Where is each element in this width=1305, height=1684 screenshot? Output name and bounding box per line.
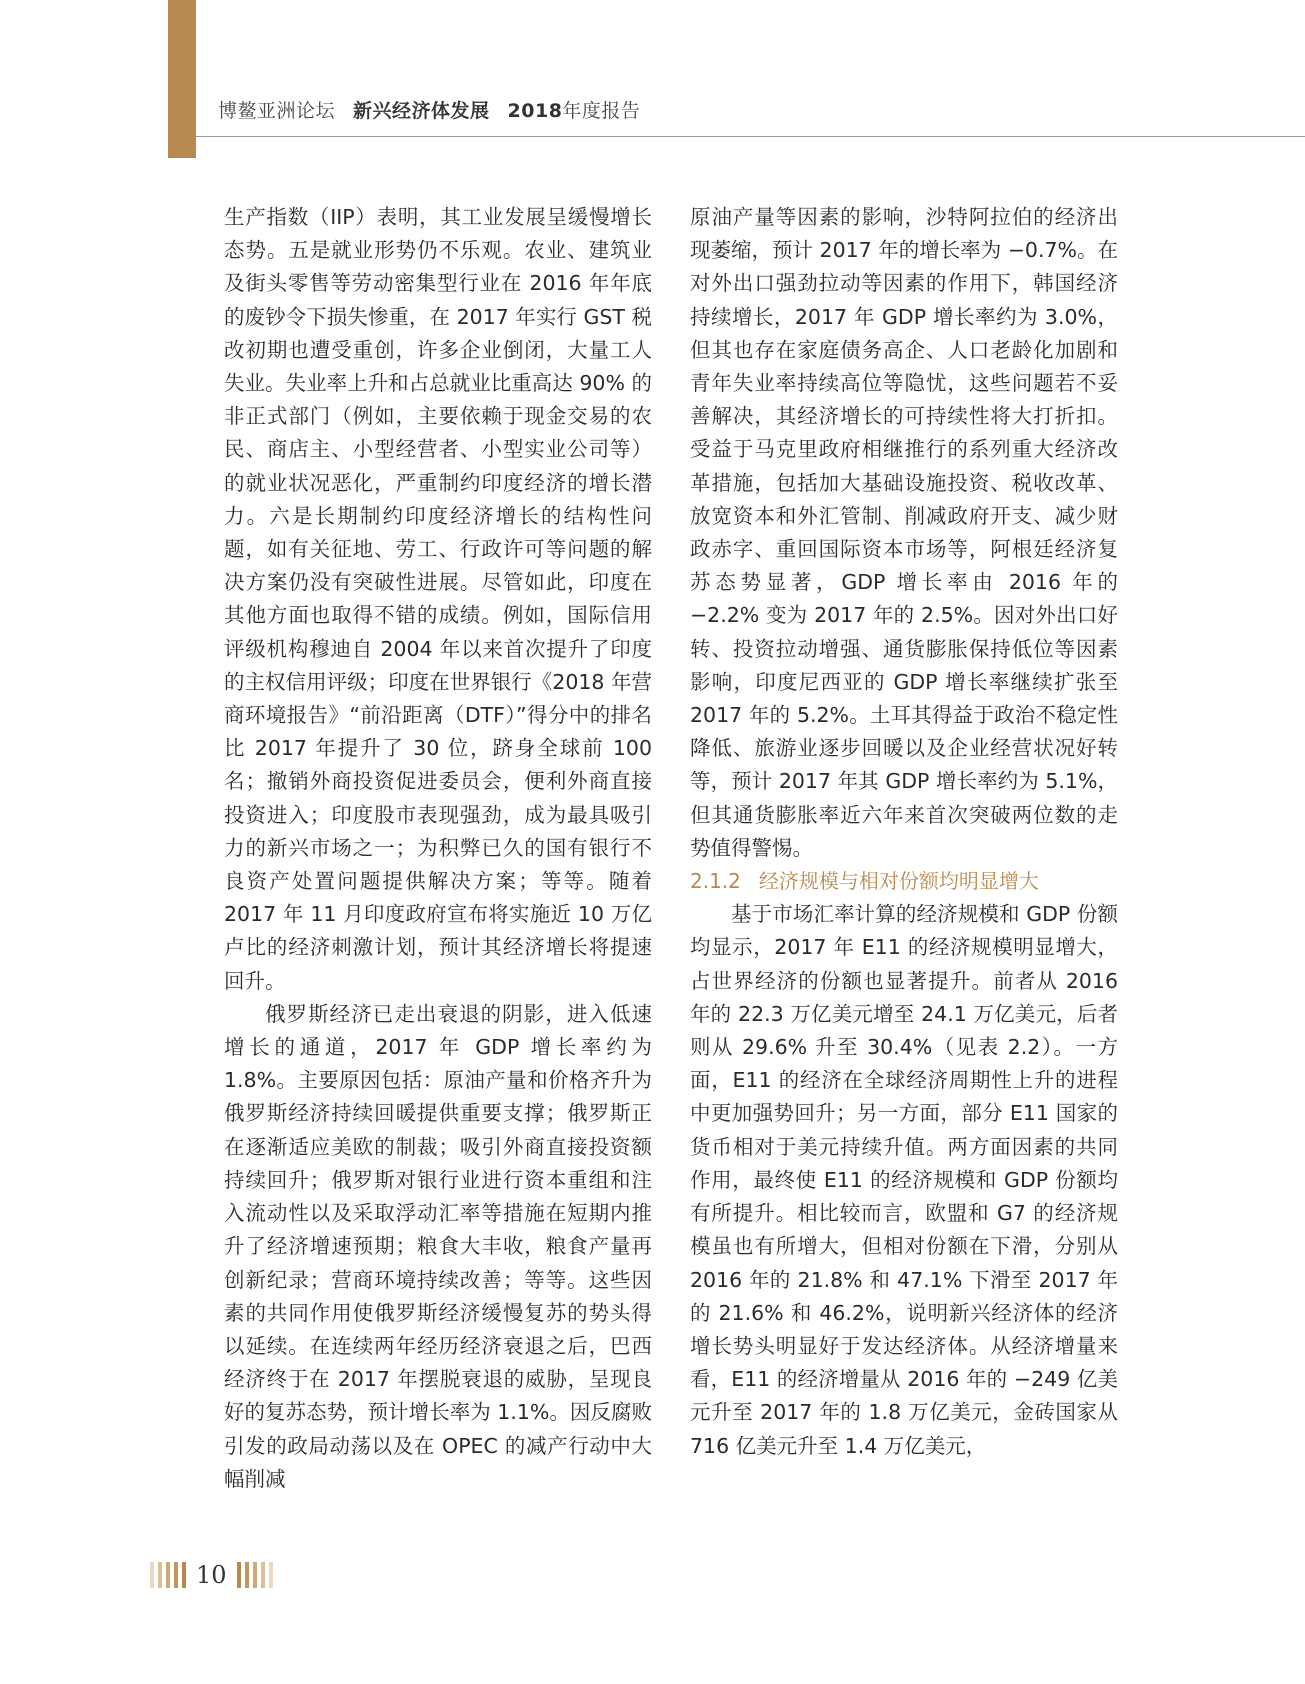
- footer-stripes-left: [150, 1562, 190, 1588]
- page-number: 10: [196, 1561, 227, 1589]
- right-column: [690, 201, 1118, 1463]
- section-number: 2.1.2: [690, 869, 741, 894]
- right-paragraph-1: 原油产量等因素的影响，沙特阿拉伯的经济出现萎缩，预计 2017 年的增长率为 −0.7%。在对外出口强劲拉动等因素的作用下，韩国经济持续增长，2017 年 GDP 增长率约为 3.0%，但其也存在家庭债务高企、人口老龄化加剧和青年失业率持续高位等隐忧，这些问题若不妥善解决，其经济增长的可持续性将大打折扣。受益于马克里政府相继推行的系列重大经济改革措施，包括加大基础设施投资、税收改革、放宽资本和外汇管制、削减政府开支、减少财政赤字、重回国际资本市场等，阿根廷经济复苏态势显著，GDP 增长率由 2016 年的 −2.2% 变为 2017 年的 2.5%。因对外出口好转、投资拉动增强、通货膨胀保持低位等因素影响，印度尼西亚的 GDP 增长率继续扩张至 2017 年的 5.2%。土耳其得益于政治不稳定性降低、旅游业逐步回暖以及企业经营状况好转等，预计 2017 年其 GDP 增长率约为 5.1%，但其通货膨胀率近六年来首次突破两位数的走势值得警惕。: [690, 205, 1118, 860]
- header-title: 新兴经济体发展: [353, 100, 490, 122]
- running-header: [218, 96, 640, 123]
- footer-stripes-right: [237, 1562, 277, 1588]
- header-year: 2018: [507, 100, 563, 122]
- section-title: 经济规模与相对份额均明显增大: [758, 869, 1039, 894]
- header-report: 年度报告: [562, 100, 641, 122]
- left-paragraph-1: 生产指数（IIP）表明，其工业发展呈缓慢增长态势。五是就业形势仍不乐观。农业、建筑业及街头零售等劳动密集型行业在 2016 年年底的废钞令下损失惨重，在 2017 年实行 GST 税改初期也遭受重创，许多企业倒闭，大量工人失业。失业率上升和占总就业比重高达 90% 的非正式部门（例如，主要依赖于现金交易的农民、商店主、小型经营者、小型实业公司等）的就业状况恶化，严重制约印度经济的增长潜力。六是长期制约印度经济增长的结构性问题，如有关征地、劳工、行政许可等问题的解决方案仍没有突破性进展。尽管如此，印度在其他方面也取得不错的成绩。例如，国际信用评级机构穆迪自 2004 年以来首次提升了印度的主权信用评级；印度在世界银行《2018 年营商环境报告》“前沿距离（DTF）”得分中的排名比 2017 年提升了 30 位，跻身全球前 100 名；撤销外商投资促进委员会，便利外商直接投资进入；印度股市表现强劲，成为最具吸引力的新兴市场之一；为积弊已久的国有银行不良资产处置问题提供解决方案；等等。随着 2017 年 11 月印度政府宣布将实施近 10 万亿卢比的经济刺激计划，预计其经济增长将提速回升。: [224, 205, 652, 993]
- section-heading: [690, 865, 1118, 898]
- header-org: 博鳌亚洲论坛: [218, 100, 336, 122]
- page-footer: [150, 1562, 277, 1588]
- left-paragraph-2: 俄罗斯经济已走出衰退的阴影，进入低速增长的通道，2017 年 GDP 增长率约为 1.8%。主要原因包括：原油产量和价格齐升为俄罗斯经济持续回暖提供重要支撑；俄罗斯正在逐渐适应美欧的制裁；吸引外商直接投资额持续回升；俄罗斯对银行业进行资本重组和注入流动性以及采取浮动汇率等措施在短期内推升了经济增速预期；粮食大丰收，粮食产量再创新纪录；营商环境持续改善；等等。这些因素的共同作用使俄罗斯经济缓慢复苏的势头得以延续。在连续两年经历经济衰退之后，巴西经济终于在 2017 年摆脱衰退的威胁，呈现良好的复苏态势，预计增长率为 1.1%。因反腐败引发的政局动荡以及在 OPEC 的减产行动中大幅削减: [224, 1001, 652, 1491]
- right-paragraph-2: 基于市场汇率计算的经济规模和 GDP 份额均显示，2017 年 E11 的经济规模明显增大，占世界经济的份额也显著提升。前者从 2016 年的 22.3 万亿美元增至 24.1 万亿美元，后者则从 29.6% 升至 30.4%（见表 2.2）。一方面，E11 的经济在全球经济周期性上升的进程中更加强势回升；另一方面，部分 E11 国家的货币相对于美元持续升值。两方面因素的共同作用，最终使 E11 的经济规模和 GDP 份额均有所提升。相比较而言，欧盟和 G7 的经济规模虽也有所增大，但相对份额在下滑，分别从 2016 年的 21.8% 和 47.1% 下滑至 2017 年的 21.6% 和 46.2%，说明新兴经济体的经济增长势头明显好于发达经济体。从经济增量来看，E11 的经济增量从 2016 年的 −249 亿美元升至 2017 年的 1.8 万亿美元，金砖国家从 716 亿美元升至 1.4 万亿美元，: [690, 902, 1118, 1458]
- left-column: [224, 201, 652, 1496]
- header-rule: [196, 136, 1305, 137]
- header-accent-bar: [168, 0, 196, 158]
